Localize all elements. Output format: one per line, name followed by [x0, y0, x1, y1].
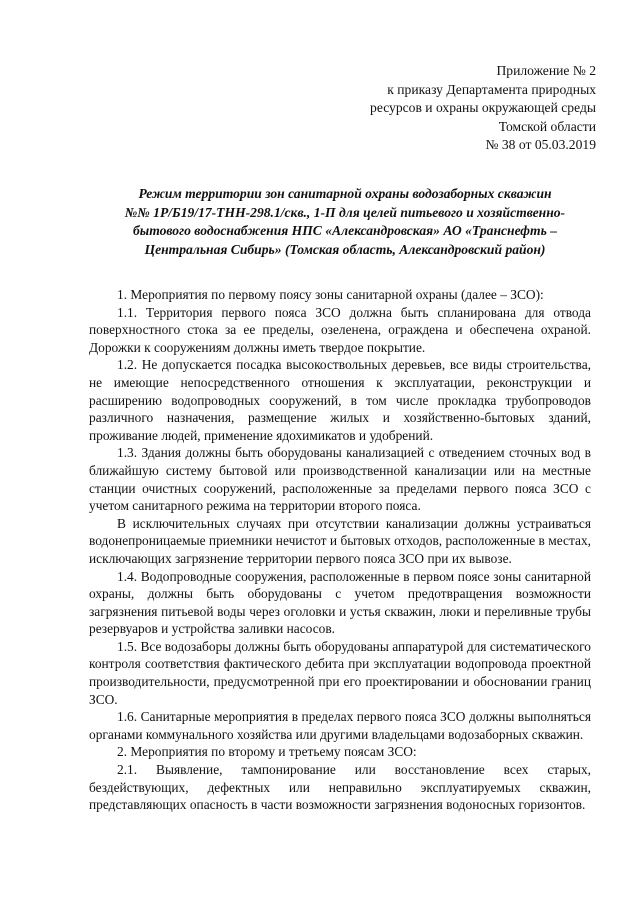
- section-heading-1: 1. Мероприятия по первому поясу зоны санитарной охраны (далее – ЗСО):: [117, 287, 544, 302]
- title-line: Режим территории зон санитарной охраны водозаборных скважин: [138, 186, 552, 201]
- paragraph-1-4: 1.4. Водопроводные сооружения, расположенные в первом поясе зоны санитарной охраны, должны быть оборудованы с учетом предотвращения возможности загрязнения питьевой воды через оголовки и устья скважин, люки и переливные трубы резервуаров и устройства заливки насосов.: [89, 568, 591, 637]
- paragraph-1-5: 1.5. Все водозаборы должны быть оборудованы аппаратурой для систематического контроля соответствия фактического дебита при эксплуатации водопровода проектной производительности, предусмотренной при его проектировании и обосновании границ ЗСО.: [89, 638, 591, 707]
- title-line: бытового водоснабжения НПС «Александровская» АО «Транснефть –: [133, 223, 557, 238]
- paragraph-exceptional-cases: В исключительных случаях при отсутствии канализации должны устраиваться водонепроницаемые приемники нечистот и бытовых отходов, расположенные в местах, исключающих загрязнение территории первого пояса ЗСО при их вывозе.: [89, 515, 591, 566]
- section-heading-2: 2. Мероприятия по второму и третьему поясам ЗСО:: [117, 744, 417, 760]
- title-line: Центральная Сибирь» (Томская область, Александровский район): [144, 241, 546, 257]
- appendix-line: к приказу Департамента природных: [387, 81, 596, 97]
- appendix-line: Томской области: [498, 118, 596, 134]
- document-title: [100, 185, 590, 259]
- paragraph-2-1: 2.1. Выявление, тампонирование или восстановление всех старых, бездействующих, дефектных или неправильно эксплуатируемых скважин, представляющих опасность в части возможности загрязнения водоносных горизонтов.: [89, 762, 591, 813]
- document-body: [89, 286, 591, 814]
- paragraph-1-6: 1.6. Санитарные мероприятия в пределах первого пояса ЗСО должны выполняться органами коммунального хозяйства или другими владельцами водозаборных скважин.: [89, 709, 591, 742]
- title-line: №№ 1Р/Б19/17-ТНН-298.1/скв., 1-П для целей питьевого и хозяйственно-: [124, 204, 566, 220]
- paragraph-1-1: 1.1. Территория первого пояса ЗСО должна быть спланирована для отвода поверхностного стока за ее пределы, озеленена, ограждена и обеспечена охраной. Дорожки к сооружениям должны иметь твердое покрытие.: [89, 304, 591, 355]
- appendix-line: ресурсов и охраны окружающей среды: [370, 100, 596, 115]
- appendix-line: Приложение № 2: [496, 63, 596, 78]
- appendix-line: № 38 от 05.03.2019: [485, 137, 596, 152]
- paragraph-1-3: 1.3. Здания должны быть оборудованы канализацией с отведением сточных вод в ближайшую систему бытовой или производственной канализации или на местные станции очистных сооружений, расположенные за пределами первого пояса ЗСО с учетом санитарного режима на территории второго пояса.: [89, 445, 591, 514]
- paragraph-1-2: 1.2. Не допускается посадка высокоствольных деревьев, все виды строительства, не имеющие непосредственного отношения к эксплуатации, реконструкции и расширению водопроводных сооружений, в том числе прокладка трубопроводов различного назначения, размещение жилых и хозяйственно-бытовых зданий, проживание людей, применение ядохимикатов и удобрений.: [89, 357, 591, 443]
- appendix-header: [276, 62, 596, 155]
